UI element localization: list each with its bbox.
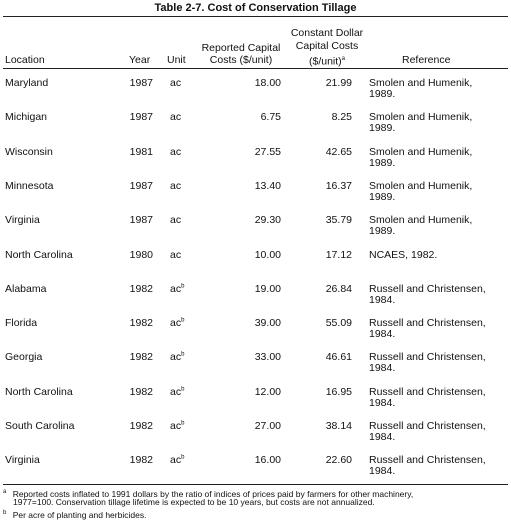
cell-reference-line1: Russell and Christensen, — [369, 385, 486, 398]
cell-year: 1987 — [129, 77, 153, 89]
cell-reported-cost: 16.00 — [254, 454, 281, 467]
cell-location: Michigan — [5, 111, 48, 124]
header-constant-2: Capital Costs — [295, 40, 359, 52]
cell-reference-line1: Smolen and Humenik, — [369, 214, 473, 227]
footnote-mark-a: a — [341, 56, 346, 62]
header-location: Location — [5, 54, 45, 66]
unit-text: ac — [170, 351, 182, 364]
cell-year: 1982 — [129, 420, 153, 432]
cell-reference-line1: Russell and Christensen, — [369, 351, 486, 364]
unit-footnote-mark: b — [181, 317, 185, 324]
cell-location: Maryland — [5, 77, 49, 89]
table-row — [0, 352, 511, 382]
cell-constant-cost: 46.61 — [325, 351, 352, 364]
cell-reference-line1: Smolen and Humenik, — [369, 77, 473, 89]
cell-year: 1987 — [129, 179, 153, 192]
cell-reported-cost: 18.00 — [254, 77, 281, 89]
unit-text: ac — [170, 214, 182, 227]
cell-reference-line1: Smolen and Humenik, — [369, 145, 473, 158]
unit-text: ac — [170, 385, 182, 398]
cell-location: Alabama — [5, 282, 47, 295]
unit-text: ac — [170, 179, 182, 192]
cell-reported-cost: 27.00 — [254, 420, 281, 432]
cell-reference-line1: NCAES, 1982. — [369, 248, 438, 261]
cell-location: Virginia — [5, 454, 40, 467]
table-row — [0, 387, 511, 417]
cell-constant-cost: 17.12 — [325, 248, 352, 261]
table-title: Table 2-7. Cost of Conservation Tillage — [154, 2, 357, 14]
table-row — [0, 284, 511, 314]
unit-text: ac — [170, 145, 182, 158]
table-row — [0, 147, 511, 177]
cell-reference-line2: 1989. — [369, 156, 396, 169]
cell-reported-cost: 6.75 — [260, 111, 281, 124]
cell-reference-line1: Smolen and Humenik, — [369, 111, 473, 124]
cell-reference-line1: Russell and Christensen, — [369, 317, 486, 330]
footnote-a-line2: 1977=100. Conservation tillage lifetime is expected to be 10 years, but costs are not annualized. — [13, 497, 375, 507]
cell-location: Wisconsin — [5, 145, 53, 158]
table-row — [0, 181, 511, 211]
unit-text: ac — [170, 454, 182, 467]
cell-reported-cost: 39.00 — [254, 317, 281, 330]
cell-unit — [170, 421, 184, 432]
unit-footnote-mark: b — [181, 420, 185, 427]
cell-unit — [170, 352, 184, 363]
cell-constant-cost: 8.25 — [331, 111, 352, 124]
cell-location: Virginia — [5, 214, 40, 227]
cell-reference-line2: 1984. — [369, 465, 396, 478]
cell-reference-line1: Russell and Christensen, — [369, 420, 486, 432]
cell-year: 1987 — [129, 111, 153, 124]
cell-reference-line2: 1984. — [369, 396, 396, 409]
cell-year: 1982 — [129, 317, 153, 330]
table-row — [0, 455, 511, 485]
header-unit: Unit — [167, 54, 186, 66]
cell-unit — [170, 250, 181, 261]
cell-constant-cost: 22.60 — [325, 454, 352, 467]
unit-text: ac — [170, 282, 182, 295]
footnote-b-mark: b — [3, 510, 7, 516]
header-rule — [3, 68, 508, 69]
cell-unit — [170, 147, 181, 158]
header-reported-1: Reported Capital — [201, 42, 281, 54]
cell-location: Minnesota — [5, 179, 54, 192]
cell-constant-cost: 38.14 — [325, 420, 352, 432]
cell-year: 1982 — [129, 351, 153, 364]
cell-reported-cost: 13.40 — [254, 179, 281, 192]
cell-reference-line2: 1989. — [369, 88, 396, 100]
cell-year: 1987 — [129, 214, 153, 227]
unit-text: ac — [170, 420, 182, 432]
bottom-rule — [3, 484, 508, 485]
cell-year: 1980 — [129, 248, 153, 261]
cell-unit — [170, 318, 184, 329]
cell-reference-line2: 1989. — [369, 122, 396, 135]
cell-constant-cost: 35.79 — [325, 214, 352, 227]
cell-unit — [170, 284, 184, 295]
table-row — [0, 78, 511, 108]
cell-reference-line2: 1984. — [369, 293, 396, 306]
cell-constant-cost: 21.99 — [325, 77, 352, 89]
cell-reference-line2: 1984. — [369, 362, 396, 375]
unit-text: ac — [170, 248, 182, 261]
header-constant-unit: ($/unit) — [308, 55, 342, 68]
cell-location: Georgia — [5, 351, 43, 364]
cell-reference-line2: 1989. — [369, 190, 396, 203]
footnote-a-mark: a — [3, 489, 7, 495]
table-row — [0, 421, 511, 451]
header-reported-2: Costs ($/unit) — [209, 54, 273, 66]
cell-location: South Carolina — [5, 420, 75, 432]
footnote-a-text: Reported costs inflated to 1991 dollars by the ratio of indices of prices paid by farmers for other machinery, — [12, 488, 414, 499]
header-constant-1: Constant Dollar — [290, 27, 364, 39]
unit-footnote-mark: b — [181, 386, 185, 393]
cell-unit — [170, 455, 184, 466]
cell-constant-cost: 16.95 — [325, 385, 352, 398]
cell-reference-line1: Russell and Christensen, — [369, 282, 486, 295]
cell-year: 1982 — [129, 385, 153, 398]
cell-unit — [170, 78, 181, 89]
cell-reported-cost: 10.00 — [254, 248, 281, 261]
footnote-b-text: Per acre of planting and herbicides. — [12, 509, 147, 520]
cell-unit — [170, 112, 181, 123]
cell-reported-cost: 33.00 — [254, 351, 281, 364]
cell-constant-cost: 16.37 — [325, 179, 352, 192]
cell-reference-line1: Smolen and Humenik, — [369, 179, 473, 192]
table-row — [0, 318, 511, 348]
cell-location: Florida — [5, 317, 38, 330]
cell-reported-cost: 12.00 — [254, 385, 281, 398]
unit-footnote-mark: b — [181, 454, 185, 461]
cell-reference-line2: 1984. — [369, 328, 396, 341]
cell-unit — [170, 387, 184, 398]
cell-constant-cost: 42.65 — [325, 145, 352, 158]
header-year: Year — [129, 54, 151, 66]
unit-text: ac — [170, 317, 182, 330]
unit-text: ac — [170, 111, 182, 124]
cell-constant-cost: 26.84 — [325, 282, 352, 295]
cell-location: North Carolina — [5, 248, 73, 261]
table-row — [0, 112, 511, 142]
cell-year: 1981 — [129, 145, 153, 158]
table-row — [0, 250, 511, 280]
footnote-b — [3, 509, 146, 520]
cell-reference-line1: Russell and Christensen, — [369, 454, 486, 467]
cell-reported-cost: 29.30 — [254, 214, 281, 227]
cell-year: 1982 — [129, 282, 153, 295]
unit-text: ac — [170, 77, 182, 89]
title-rule — [3, 16, 508, 17]
cell-reference-line2: 1989. — [369, 225, 396, 238]
unit-footnote-mark: b — [181, 351, 185, 358]
cell-unit — [170, 215, 181, 226]
cell-constant-cost: 55.09 — [325, 317, 352, 330]
header-constant-3 — [285, 54, 369, 68]
header-reference: Reference — [402, 54, 451, 66]
cell-reported-cost: 27.55 — [254, 145, 281, 158]
cell-location: North Carolina — [5, 385, 73, 398]
cell-year: 1982 — [129, 454, 153, 467]
table-row — [0, 215, 511, 245]
cell-reference-line2: 1984. — [369, 431, 396, 443]
unit-footnote-mark: b — [181, 283, 185, 290]
cell-unit — [170, 181, 181, 192]
cell-reported-cost: 19.00 — [254, 282, 281, 295]
